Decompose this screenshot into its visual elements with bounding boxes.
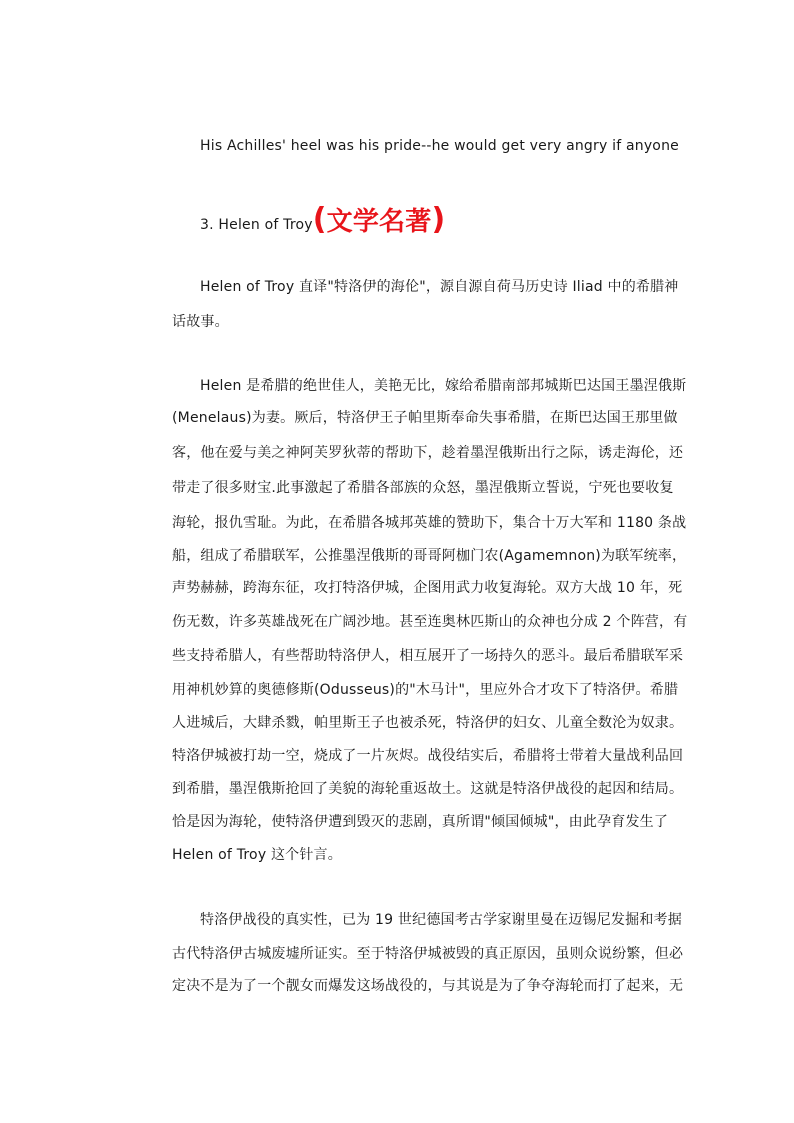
section-heading-tag: 文学名著 <box>326 207 432 237</box>
paragraph2-line: 客，他在爱与美之神阿芙罗狄蒂的帮助下，趁着墨涅俄斯出行之际，诱走海伦，还 <box>172 445 684 461</box>
paragraph2-line: 恰是因为海轮，使特洛伊遭到毁灭的悲剧，真所谓"倾国倾城"，由此孕育发生了 <box>172 814 669 830</box>
paragraph2-line: 人进城后，大肆杀戮，帕里斯王子也被杀死，特洛伊的妇女、儿童全数沦为奴隶。 <box>172 715 684 731</box>
intro-line: His Achilles' heel was his pride--he would get very angry if anyone <box>200 138 679 154</box>
paragraph2-line: 伤无数，许多英雄战死在广阔沙地。甚至连奥林匹斯山的众神也分成 2 个阵营，有 <box>172 614 688 630</box>
paragraph2-line: 特洛伊城被打劫一空，烧成了一片灰烬。战役结实后，希腊将士带着大量战利品回 <box>172 748 684 764</box>
section-heading <box>0 200 794 245</box>
paragraph2-line: 些支持希腊人，有些帮助特洛伊人，相互展开了一场持久的恶斗。最后希腊联军采 <box>172 648 684 664</box>
paragraph2-line: 带走了很多财宝.此事激起了希腊各部族的众怒，墨涅俄斯立誓说，宁死也要收复 <box>172 480 674 496</box>
section-heading-close-paren: ) <box>431 202 446 237</box>
paragraph3-line: 特洛伊战役的真实性，已为 19 世纪德国考古学家谢里曼在迈锡尼发掘和考据 <box>200 912 682 928</box>
paragraph2-line: 船，组成了希腊联军，公推墨涅俄斯的哥哥阿枷门农(Agamemnon)为联军统率， <box>172 548 687 564</box>
paragraph1-line: Helen of Troy 直译"特洛伊的海伦"，源自源自荷马历史诗 Iliad 中的希腊神 <box>200 279 679 295</box>
paragraph2-line: (Menelaus)为妻。厥后，特洛伊王子帕里斯奉命失事希腊，在斯巴达国王那里做 <box>172 410 678 426</box>
paragraph3-line: 古代特洛伊古城废墟所证实。至于特洛伊城被毁的真正原因，虽则众说纷繁，但必 <box>172 946 684 962</box>
section-heading-label: 3. Helen of Troy <box>200 217 313 233</box>
paragraph2-line: 海轮，报仇雪耻。为此，在希腊各城邦英雄的赞助下，集合十万大军和 1180 条战 <box>172 515 687 531</box>
paragraph2-line: Helen 是希腊的绝世佳人，美艳无比，嫁给希腊南部邦城斯巴达国王墨涅俄斯 <box>200 378 687 394</box>
paragraph1-line: 话故事。 <box>172 314 229 330</box>
paragraph2-line: 声势赫赫，跨海东征，攻打特洛伊城，企图用武力收复海轮。双方大战 10 年，死 <box>172 580 683 596</box>
section-heading-open-paren: ( <box>312 202 327 237</box>
paragraph2-line: 用神机妙算的奥德修斯(Odusseus)的"木马计"，里应外合才攻下了特洛伊。希腊 <box>172 682 679 698</box>
paragraph2-line: 到希腊，墨涅俄斯抢回了美貌的海轮重返故土。这就是特洛伊战役的起因和结局。 <box>172 781 684 797</box>
paragraph2-line: Helen of Troy 这个针言。 <box>172 847 342 863</box>
paragraph3-line: 定决不是为了一个靓女而爆发这场战役的，与其说是为了争夺海轮而打了起来，无 <box>172 978 684 994</box>
